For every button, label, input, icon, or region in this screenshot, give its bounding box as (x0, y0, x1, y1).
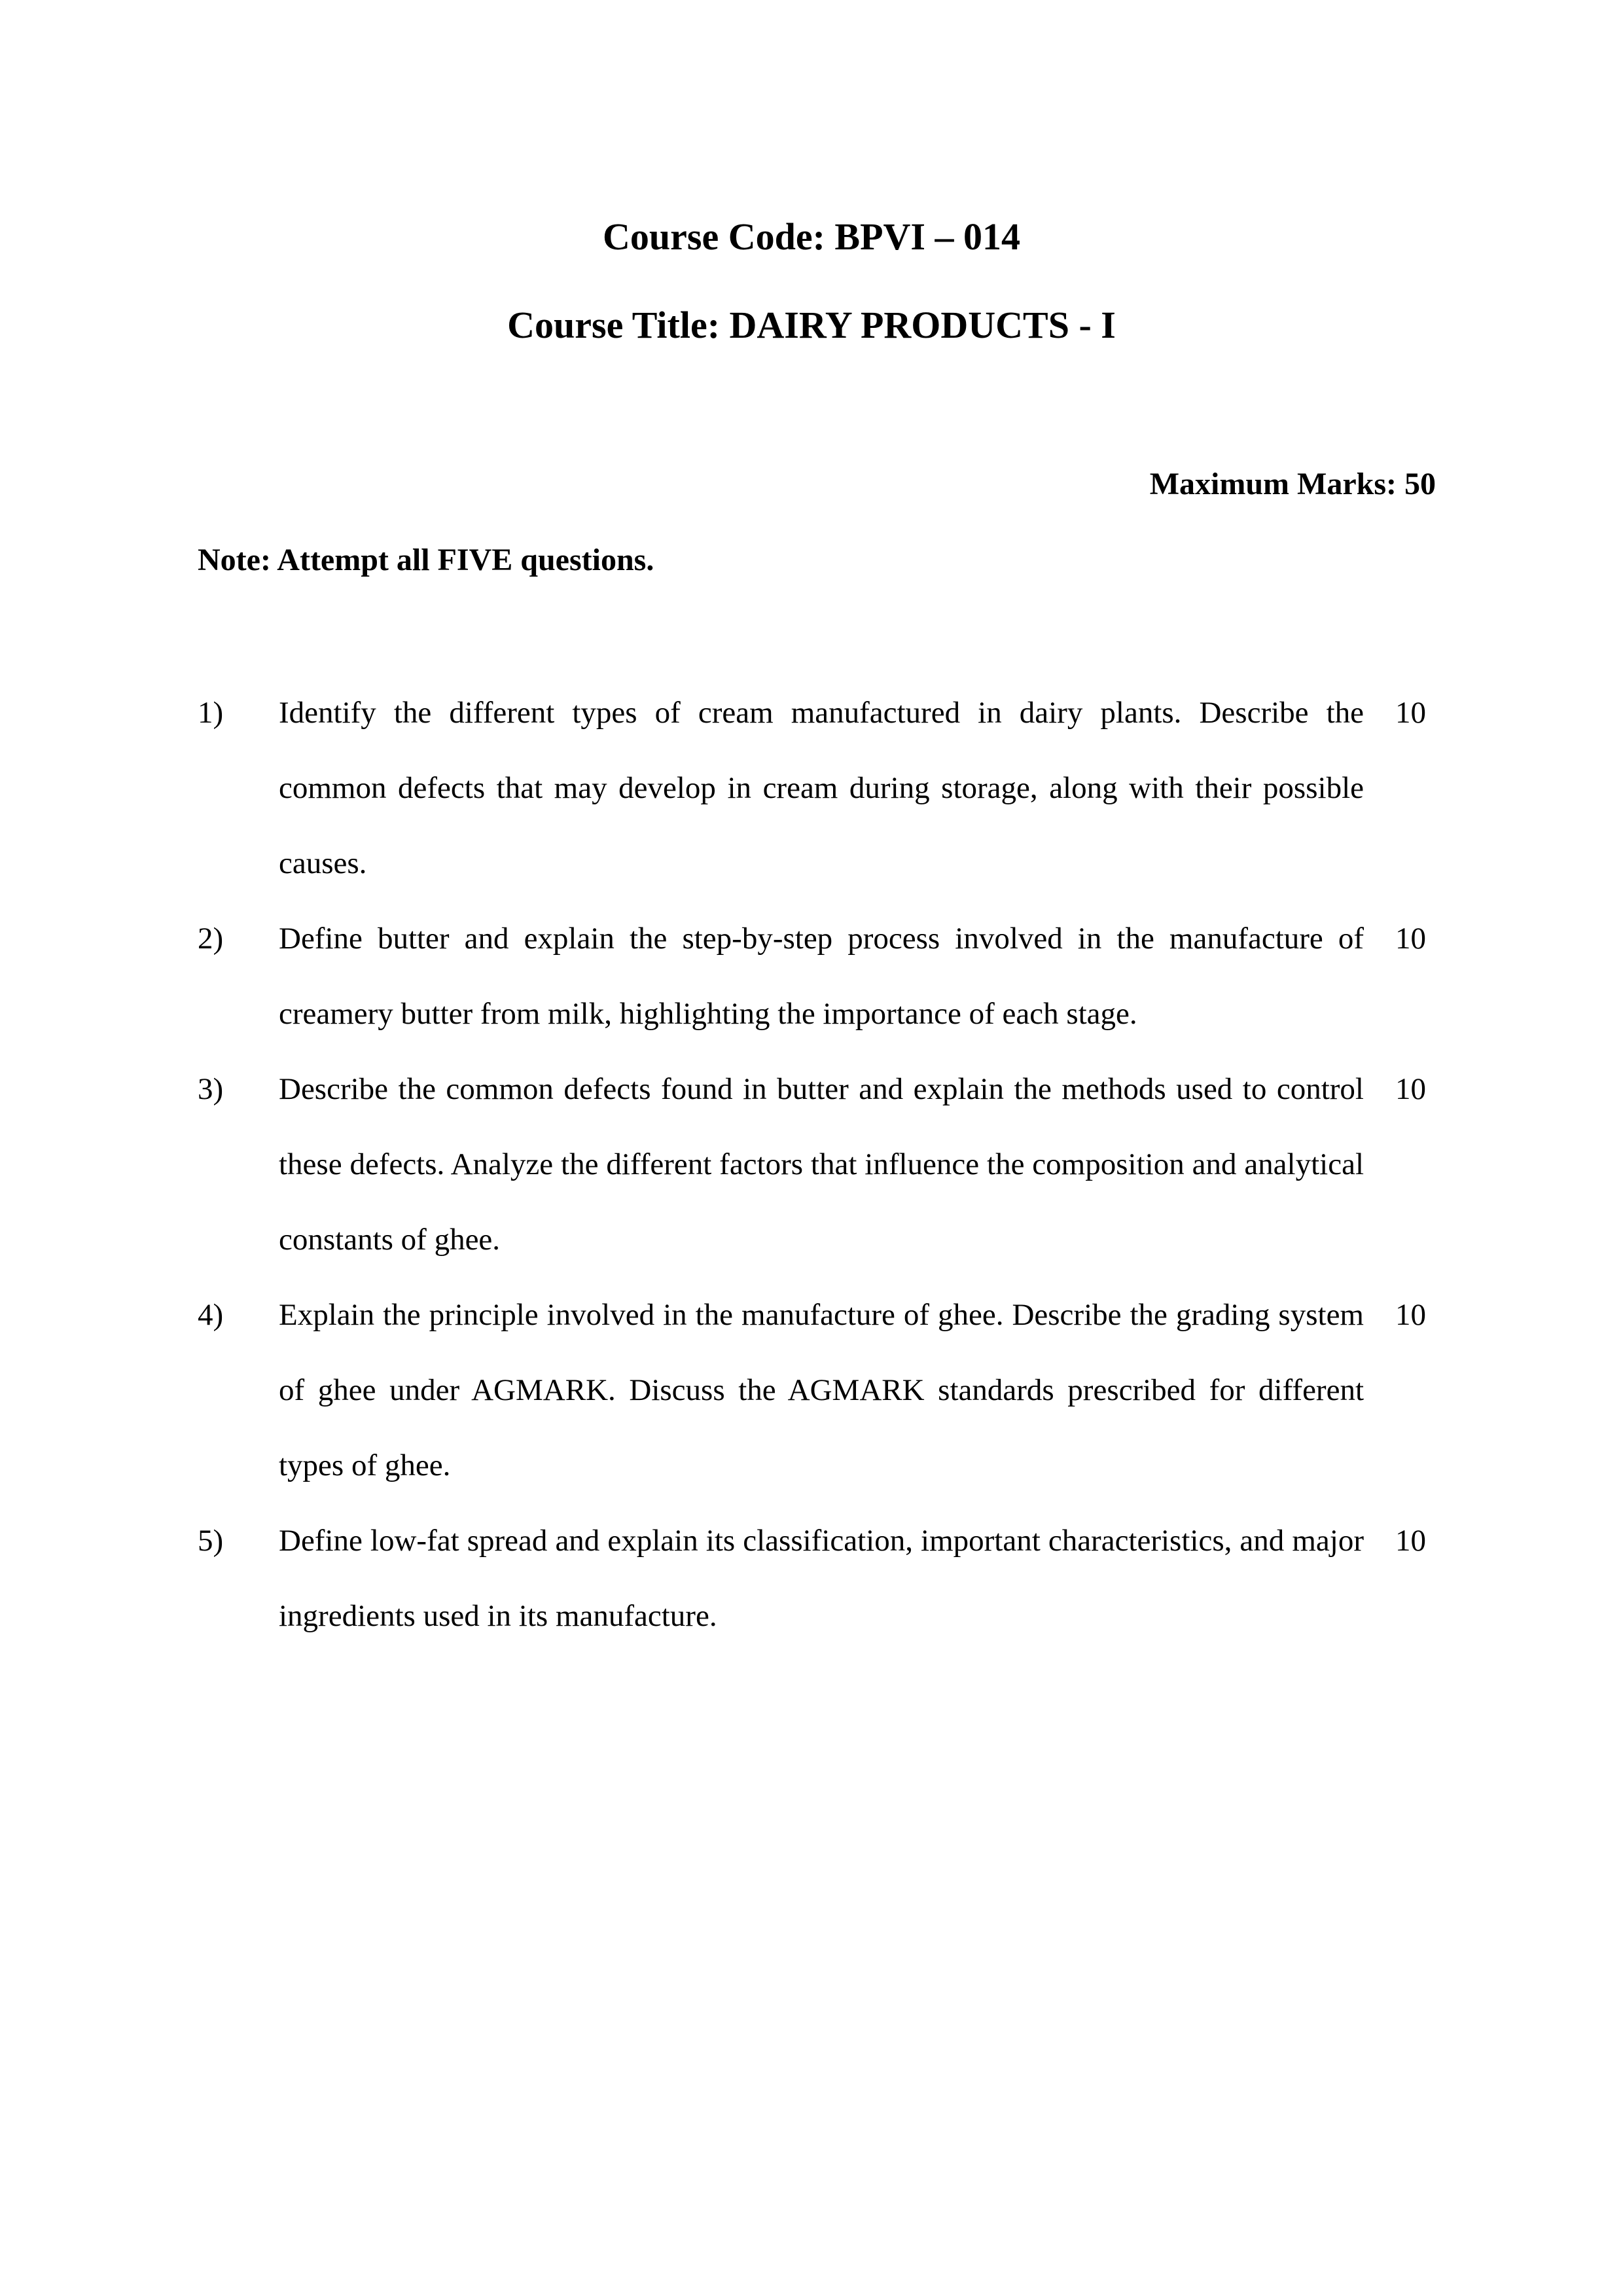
course-code: Course Code: BPVI – 014 (603, 215, 1020, 258)
question-item (198, 1278, 1467, 1503)
question-number: 1) (198, 696, 224, 730)
question-marks: 10 (1395, 922, 1426, 956)
question-item (198, 675, 1467, 901)
question-marks: 10 (1395, 1524, 1426, 1558)
question-marks: 10 (1395, 1298, 1426, 1332)
question-item (198, 901, 1467, 1052)
question-marks: 10 (1395, 1072, 1426, 1106)
question-marks: 10 (1395, 696, 1426, 730)
course-title: Course Title: DAIRY PRODUCTS - I (507, 304, 1116, 346)
question-item (198, 1503, 1467, 1654)
question-number: 2) (198, 922, 224, 956)
question-number: 4) (198, 1298, 224, 1332)
question-number: 3) (198, 1072, 224, 1106)
instructions-note: Note: Attempt all FIVE questions. (198, 543, 654, 577)
question-text: Define low-fat spread and explain its classification, important characteristics, and major ingredients used in its manufacture. (279, 1524, 1364, 1633)
question-text: Describe the common defects found in butter and explain the methods used to control these defects. Analyze the different factors that influence the composition and analytical constants of ghee. (279, 1072, 1364, 1257)
question-text: Define butter and explain the step-by-step process involved in the manufacture of creamery butter from milk, highlighting the importance of each stage. (279, 922, 1364, 1031)
maximum-marks: Maximum Marks: 50 (1149, 467, 1436, 501)
question-item (198, 1052, 1467, 1278)
question-number: 5) (198, 1524, 224, 1558)
question-text: Identify the different types of cream manufactured in dairy plants. Describe the common defects that may develop in cream during storage, along with their possible causes. (279, 696, 1364, 880)
question-text: Explain the principle involved in the manufacture of ghee. Describe the grading system of ghee under AGMARK. Discuss the AGMARK standards prescribed for different types of ghee. (279, 1298, 1364, 1482)
